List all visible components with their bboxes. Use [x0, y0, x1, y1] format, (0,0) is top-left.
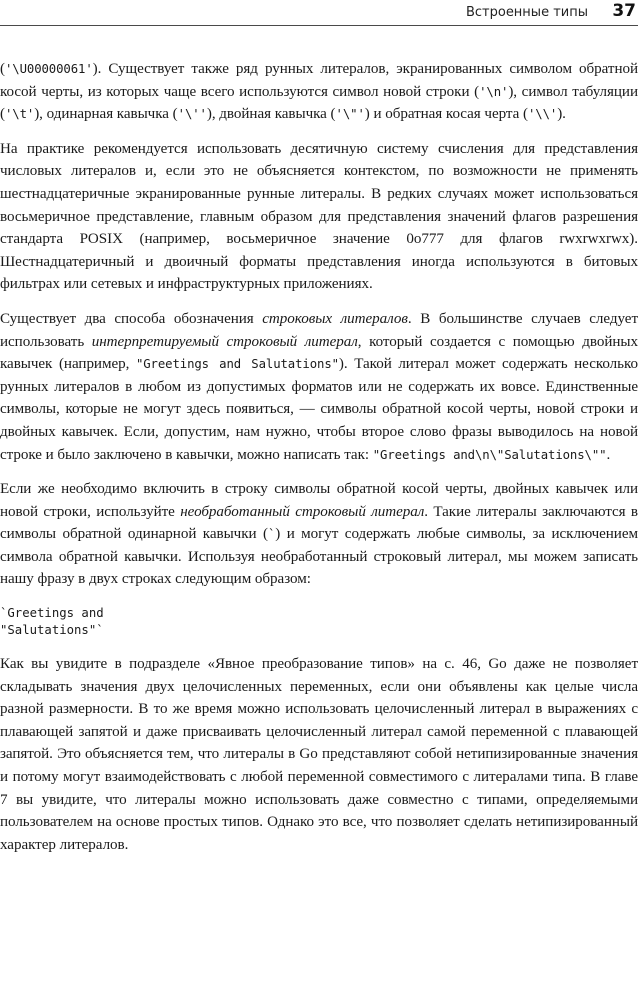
paragraph-interpreted-strings [0, 308, 638, 466]
term-raw-string-literal: необработанный строковый литерал [180, 503, 425, 520]
paragraph-rune-escapes: ('\U00000061'). Существует также ряд рунных литералов, экранированных символом обратной косой черты, из которых чаще всего используются символ новой строки ('\n'), символ табуляции ('\t'), одинарная кавычка ('\''), двойная кавычка ('\"') и обратная косая черта ('\\'). [0, 61, 638, 123]
code-block-raw-string: `Greetings and "Salutations"` [0, 606, 104, 638]
code-tab: '\t' [4, 107, 35, 122]
text: ), одинарная кавычка ( [34, 106, 178, 123]
term-interpreted-string-literal: интерпретируемый строковый литерал [91, 333, 358, 350]
code-double-quote: '\"' [335, 107, 365, 122]
term-string-literals: строковых литералов [262, 310, 408, 327]
paragraph-raw-strings [0, 478, 638, 591]
text: Существует два способа обозначения [0, 310, 263, 327]
text: . Такие литералы заключаются в символы обратной одинарной кавычки ( [0, 503, 638, 543]
code-greetings: "Greetings and Salutations" [135, 357, 339, 372]
text: ), символ табуляции ( [0, 83, 638, 123]
code-rune-32bit: '\U00000061' [4, 62, 93, 76]
text: ). Существует также ряд рунных литералов, экранированных символом обратной косой черты, из которых чаще всего используются символ новой строки ( [0, 61, 638, 100]
text: . В большинстве случаев следует использовать [0, 310, 638, 350]
text: ) и могут содержать любые символы, за исключением символа обратной кавычки. Используя необработанный строковый литерал, мы можем записать нашу фразу в двух строках следующим образом: [0, 526, 638, 588]
text: ), двойная кавычка ( [206, 106, 336, 123]
code-newline: '\n' [479, 84, 509, 99]
paragraph-numeric-bases: На практике рекомендуется использовать десятичную систему счисления для представления числовых литералов и, если это не объясняется контекстом, по возможности не применять шестнадцатеричные экранированные рунные литералы. В редких случаях может использоваться восьмеричное представление, главным образом для представления значений флагов разрешения стандарта POSIX (например, восьмеричное значение 0o777 для флагов rwxrwxrwx). Шестнадцатеричный и двоичный форматы представления иногда используются в битовых фильтрах или сетевых и инфраструктурных приложениях. [0, 140, 638, 293]
text: , который создается с помощью двойных кавычек (например, [0, 333, 638, 373]
code-backslash: '\\' [527, 107, 558, 122]
section-title: Встроенные типы [465, 5, 588, 20]
paragraph-untyped-literals: Как вы увидите в подразделе «Явное преобразование типов» на с. 46, Go даже не позволяет складывать значения двух целочисленных переменных, если они объявлены как целые числа разной размерности. В то же время можно использовать целочисленный литерал в выражениях с плавающей запятой и даже присваивать целочисленный литерал самой переменной с плавающей запятой. Это объясняется тем, что литералы в Go представляют собой нетипизированные значения и потому могут взаимодействовать с любой переменной совместимого с литералами типа. В главе 7 вы увидите, что литералы можно использовать даже совместно с типами, определяемыми пользователем на основе простых типов. Однако это все, что позволяет сделать нетипизированный характер литералов. [0, 656, 638, 853]
text: ). Такой литерал может содержать несколько рунных литералов в любом из допустимых форматов или не содержать их вовсе. Единственные символы, которые не могут здесь появиться, — символы обратной косой черты, новой строки и двойных кавычек. Если, допустим, нам нужно, чтобы второе слово фразы выводилось на новой строке и было заключено в кавычки, можно написать так: [0, 356, 638, 463]
code-single-quote: '\'' [177, 107, 207, 122]
page-number: 37 [612, 1, 636, 21]
page-body [0, 58, 638, 856]
text: Если же необходимо включить в строку символы обратной косой черты, двойных кавычек или новой строки, используйте [0, 481, 638, 520]
code-backtick: ` [267, 527, 276, 542]
running-header [0, 0, 638, 26]
text: . [606, 446, 611, 463]
text: ). [557, 106, 566, 123]
text: ) и обратная косая черта ( [364, 106, 528, 123]
code-greetings-escaped: "Greetings and\n\"Salutations\"" [372, 447, 607, 462]
